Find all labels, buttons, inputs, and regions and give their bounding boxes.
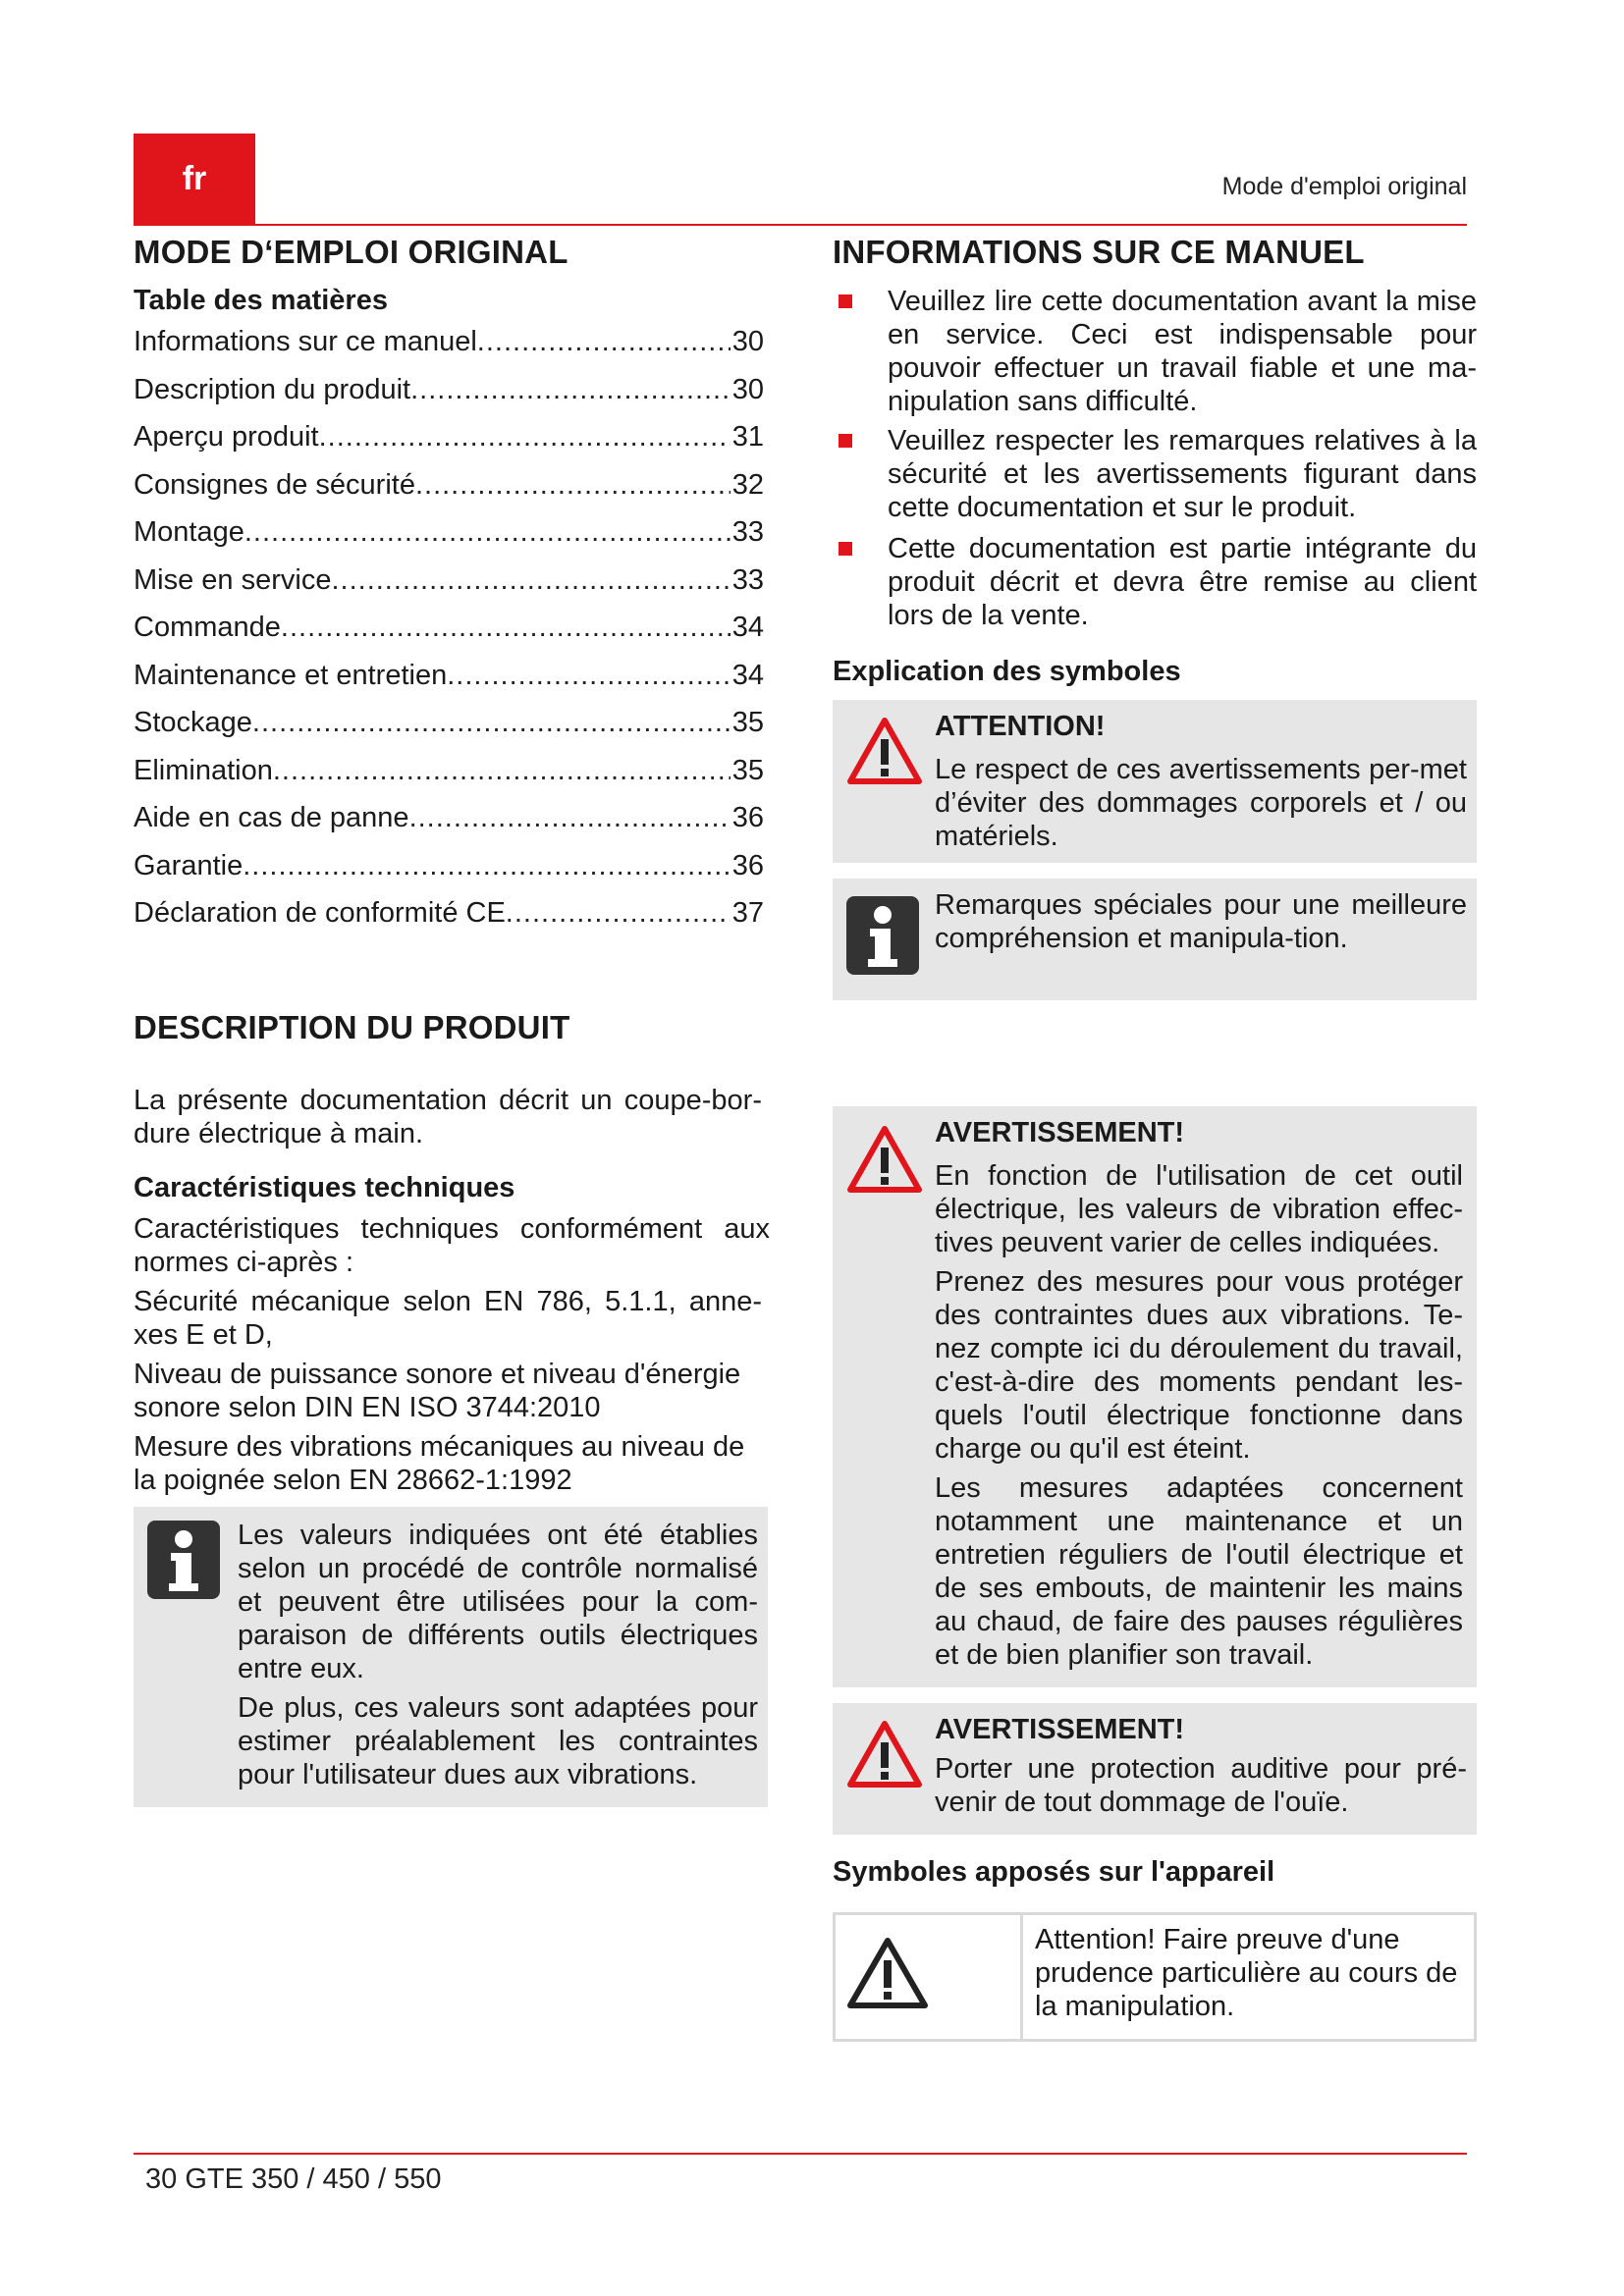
info-icon	[147, 1521, 220, 1599]
warning-vibration-box	[833, 1106, 1477, 1687]
warning-title: AVERTISSEMENT!	[935, 1117, 1185, 1148]
header-divider	[134, 224, 1467, 226]
left-column	[134, 228, 770, 1807]
list-item: Veuillez lire cette documentation avant la mise en service. Ceci est indispensable pour pouvoir effectuer un travail fiable et une ma-nipulation sans difficulté.	[833, 285, 1477, 418]
main-title: MODE D‘EMPLOI ORIGINAL	[134, 234, 568, 270]
warning-triangle-icon	[846, 716, 923, 786]
special-notes-text: Remarques spéciales pour une meilleure compréhension et manipula-tion.	[935, 889, 1467, 954]
info-note-box	[134, 1507, 768, 1807]
toc-entry[interactable]: Informations sur ce manuel ..... 30	[134, 325, 764, 373]
language-tab: fr	[134, 133, 255, 224]
tech-spec-paragraph: Mesure des vibrations mécaniques au niveau de la poignée selon EN 28662-1:1992	[134, 1430, 745, 1496]
bullet-square-icon	[839, 542, 852, 556]
symbol-cell	[836, 1915, 1023, 2039]
toc-entry[interactable]: Aide en cas de panne ..... 36	[134, 801, 764, 849]
device-symbols-table	[833, 1912, 1477, 2042]
warning-text: En fonction de l'utilisation de cet outil électrique, les valeurs de vibration effec-tives peuvent varier de celles indiquées.	[935, 1160, 1463, 1258]
info-icon	[846, 896, 919, 975]
symbols-title: Explication des symboles	[833, 656, 1181, 687]
warning-text: Les mesures adaptées concernent notamment une maintenance et un entretien réguliers de l'outil électrique et de ses embouts, de maintenir les mains au chaud, de faire des pauses régulières et de bien planifier son travail.	[935, 1472, 1463, 1671]
toc-entry[interactable]: Garantie ..... 36	[134, 849, 764, 897]
tech-spec-paragraph: Caractéristiques techniques conformément aux normes ci-après :	[134, 1212, 770, 1278]
toc-entry[interactable]: Aperçu produit ..... 31	[134, 420, 764, 468]
footer-page-label: 30 GTE 350 / 450 / 550	[145, 2163, 442, 2195]
caution-triangle-icon	[845, 1935, 930, 2011]
attention-box	[833, 700, 1477, 863]
list-item: Veuillez respecter les remarques relatives à la sécurité et les avertissements figurant dans cette documentation et sur le produit.	[833, 424, 1477, 524]
table-of-contents	[134, 325, 770, 944]
toc-entry[interactable]: Description du produit ..... 30	[134, 373, 764, 421]
warning-text: Porter une protection auditive pour pré-venir de tout dommage de l'ouïe.	[935, 1753, 1467, 1818]
toc-entry[interactable]: Elimination ..... 35	[134, 754, 764, 802]
info-note-text: De plus, ces valeurs sont adaptées pour estimer préalablement les contraintes pour l'utilisateur dues aux vibrations.	[238, 1691, 758, 1790]
list-item: Cette documentation est partie intégrante du produit décrit et devra être remise au client lors de la vente.	[833, 532, 1477, 632]
right-column	[833, 228, 1477, 2042]
toc-entry[interactable]: Mise en service ..... 33	[134, 563, 764, 612]
attention-title: ATTENTION!	[935, 711, 1106, 742]
toc-entry[interactable]: Maintenance et entretien ..... 34	[134, 659, 764, 707]
warning-triangle-icon	[846, 1719, 923, 1789]
warning-triangle-icon	[846, 1124, 923, 1195]
attention-text: Le respect de ces avertissements per-met d’éviter des dommages corporels et / ou matériels.	[935, 754, 1467, 852]
header-title: Mode d'emploi original	[1221, 173, 1467, 200]
description-text: La présente documentation décrit un coupe-bor-dure électrique à main.	[134, 1084, 762, 1149]
toc-entry[interactable]: Stockage ..... 35	[134, 706, 764, 754]
toc-entry[interactable]: Consignes de sécurité ..... 32	[134, 468, 764, 516]
bullet-list	[833, 285, 1477, 632]
symbol-description: Attention! Faire preuve d'une prudence particulière au cours de la manipulation.	[1035, 1924, 1458, 2022]
special-notes-box	[833, 879, 1477, 1000]
tech-spec-paragraph: Niveau de puissance sonore et niveau d'énergie sonore selon DIN EN ISO 3744:2010	[134, 1358, 741, 1423]
info-note-text: Les valeurs indiquées ont été établies selon un procédé de contrôle normalisé et peuvent être utilisées pour la com-paraison de différents outils électriques entre eux.	[238, 1519, 758, 1684]
footer-divider	[134, 2153, 1467, 2155]
warning-title: AVERTISSEMENT!	[935, 1714, 1185, 1745]
tech-specs-title: Caractéristiques techniques	[134, 1171, 515, 1203]
toc-entry[interactable]: Montage ..... 33	[134, 515, 764, 563]
bullet-square-icon	[839, 294, 852, 308]
toc-title: Table des matières	[134, 285, 388, 316]
manual-info-title: INFORMATIONS SUR CE MANUEL	[833, 234, 1365, 270]
toc-entry[interactable]: Déclaration de conformité CE ..... 37	[134, 896, 764, 944]
tech-spec-paragraph: Sécurité mécanique selon EN 786, 5.1.1, anne-xes E et D,	[134, 1285, 762, 1351]
toc-entry[interactable]: Commande ..... 34	[134, 611, 764, 659]
warning-text: Prenez des mesures pour vous protéger des contraintes dues aux vibrations. Te-nez compte ici du déroulement du travail, c'est-à-dire des moments pendant les-quels l'outil électrique fonctionne dans charge ou qu'il est éteint.	[935, 1266, 1463, 1465]
warning-hearing-box	[833, 1703, 1477, 1835]
description-title: DESCRIPTION DU PRODUIT	[134, 1008, 570, 1045]
device-symbols-title: Symboles apposés sur l'appareil	[833, 1856, 1275, 1888]
bullet-square-icon	[839, 434, 852, 448]
